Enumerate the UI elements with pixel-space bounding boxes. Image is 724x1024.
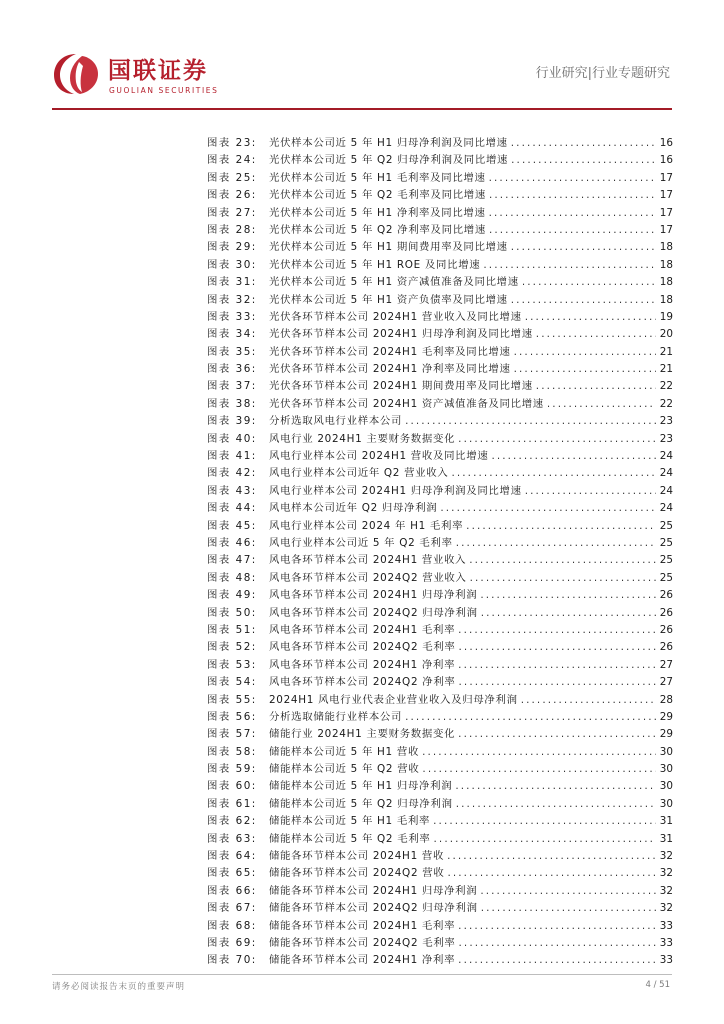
toc-leader-dots xyxy=(525,309,656,326)
toc-page-number: 23 xyxy=(659,432,673,445)
toc-figure-label: 图表 28: xyxy=(207,223,257,236)
toc-leader-dots xyxy=(469,552,656,569)
toc-leader-dots xyxy=(511,152,656,169)
toc-entry[interactable] xyxy=(207,222,673,239)
toc-figure-title: 风电行业样本公司近 5 年 Q2 毛利率 xyxy=(269,536,453,549)
toc-entry-body xyxy=(269,361,673,378)
toc-figure-label: 图表 47: xyxy=(207,554,257,567)
toc-page-number: 28 xyxy=(659,693,673,706)
toc-figure-title: 储能各环节样本公司 2024H1 营收 xyxy=(269,850,445,863)
toc-page-number: 24 xyxy=(659,502,673,515)
toc-leader-dots xyxy=(458,622,656,639)
toc-figure-label: 图表 60: xyxy=(207,780,257,793)
toc-entry[interactable] xyxy=(207,692,673,709)
toc-page-number: 32 xyxy=(659,867,673,880)
toc-figure-label: 图表 23: xyxy=(207,137,257,149)
toc-page-number: 17 xyxy=(659,206,673,219)
toc-page-number: 30 xyxy=(659,763,673,776)
toc-figure-label: 图表 62: xyxy=(207,815,257,828)
toc-figure-title: 风电各环节样本公司 2024Q2 净利率 xyxy=(269,676,456,689)
toc-entry[interactable] xyxy=(207,831,673,848)
toc-figure-label: 图表 57: xyxy=(207,728,257,741)
toc-page-number: 18 xyxy=(659,241,673,254)
toc-entry-body xyxy=(269,605,673,622)
toc-figure-title: 2024H1 风电行业代表企业营业收入及归母净利润 xyxy=(269,693,518,706)
toc-figure-label: 图表 54: xyxy=(207,676,257,689)
toc-figure-title: 风电各环节样本公司 2024Q2 营业收入 xyxy=(269,571,467,584)
toc-leader-dots xyxy=(489,205,656,222)
toc-entry[interactable] xyxy=(207,396,673,413)
toc-figure-title: 储能各环节样本公司 2024Q2 归母净利润 xyxy=(269,902,478,915)
toc-figure-title: 风电各环节样本公司 2024H1 归母净利润 xyxy=(269,589,478,602)
toc-figure-label: 图表 24: xyxy=(207,154,257,167)
toc-page-number: 27 xyxy=(659,676,673,689)
toc-leader-dots xyxy=(466,518,656,535)
toc-entry[interactable] xyxy=(207,413,673,430)
toc-leader-dots xyxy=(483,257,655,274)
toc-figure-title: 光伏样本公司近 5 年 H1 归母净利润及同比增速 xyxy=(269,137,508,149)
toc-leader-dots xyxy=(521,692,656,709)
toc-entry[interactable] xyxy=(207,535,673,552)
toc-entry[interactable] xyxy=(207,796,673,813)
toc-figure-label: 图表 27: xyxy=(207,206,257,219)
toc-figure-title: 储能样本公司近 5 年 Q2 毛利率 xyxy=(269,832,431,845)
brand-name-en: GUOLIAN SECURITIES xyxy=(109,86,219,95)
toc-entry[interactable] xyxy=(207,570,673,587)
toc-figure-label: 图表 30: xyxy=(207,258,257,271)
toc-entry-body xyxy=(269,831,673,848)
toc-leader-dots xyxy=(522,274,656,291)
toc-page-number: 25 xyxy=(659,571,673,584)
toc-entry-body xyxy=(269,674,673,691)
toc-entry-body xyxy=(269,900,673,917)
toc-entry[interactable] xyxy=(207,935,673,952)
toc-leader-dots xyxy=(458,657,656,674)
toc-page-number: 32 xyxy=(659,850,673,863)
toc-entry[interactable] xyxy=(207,674,673,691)
toc-page-number: 18 xyxy=(659,293,673,306)
toc-leader-dots xyxy=(489,222,656,239)
toc-figure-label: 图表 35: xyxy=(207,345,257,358)
toc-figure-label: 图表 49: xyxy=(207,589,257,602)
toc-figure-title: 光伏各环节样本公司 2024H1 资产减值准备及同比增速 xyxy=(269,397,544,410)
toc-figure-label: 图表 64: xyxy=(207,850,257,863)
toc-entry-body xyxy=(269,848,673,865)
toc-figure-label: 图表 63: xyxy=(207,832,257,845)
toc-figure-title: 光伏样本公司近 5 年 Q2 毛利率及同比增速 xyxy=(269,189,486,202)
toc-figure-title: 光伏样本公司近 5 年 H1 期间费用率及同比增速 xyxy=(269,241,508,254)
toc-page-number: 25 xyxy=(659,554,673,567)
toc-leader-dots xyxy=(459,639,656,656)
toc-figure-label: 图表 69: xyxy=(207,936,257,949)
toc-entry[interactable] xyxy=(207,309,673,326)
toc-entry-body xyxy=(269,500,673,517)
toc-leader-dots xyxy=(451,465,655,482)
toc-figure-label: 图表 53: xyxy=(207,658,257,671)
toc-figure-title: 储能样本公司近 5 年 H1 归母净利润 xyxy=(269,780,453,793)
toc-entry-body xyxy=(269,152,673,169)
toc-page-number: 26 xyxy=(659,623,673,636)
toc-entry[interactable] xyxy=(207,622,673,639)
toc-entry[interactable] xyxy=(207,378,673,395)
toc-entry[interactable] xyxy=(207,918,673,935)
toc-entry[interactable] xyxy=(207,518,673,535)
toc-entry-body xyxy=(269,396,673,413)
toc-figure-title: 风电各环节样本公司 2024H1 毛利率 xyxy=(269,623,456,636)
toc-entry[interactable] xyxy=(207,709,673,726)
toc-leader-dots xyxy=(455,778,655,795)
toc-leader-dots xyxy=(514,344,656,361)
toc-entry[interactable] xyxy=(207,344,673,361)
toc-figure-label: 图表 46: xyxy=(207,536,257,549)
toc-page-number: 33 xyxy=(659,954,673,967)
toc-entry-body xyxy=(269,483,673,500)
toc-leader-dots xyxy=(470,570,656,587)
toc-entry[interactable] xyxy=(207,170,673,187)
page-header xyxy=(0,0,724,115)
toc-figure-title: 光伏样本公司近 5 年 H1 毛利率及同比增速 xyxy=(269,171,486,184)
toc-entry-body xyxy=(269,709,673,726)
toc-entry[interactable] xyxy=(207,552,673,569)
header-divider xyxy=(52,108,672,110)
toc-leader-dots xyxy=(514,361,656,378)
toc-entry-body xyxy=(269,187,673,204)
toc-figure-title: 光伏样本公司近 5 年 H1 资产负债率及同比增速 xyxy=(269,293,508,306)
toc-entry-body xyxy=(269,135,673,152)
toc-entry[interactable] xyxy=(207,587,673,604)
toc-figure-label: 图表 25: xyxy=(207,171,257,184)
toc-figure-title: 储能各环节样本公司 2024Q2 营收 xyxy=(269,867,445,880)
toc-page-number: 32 xyxy=(659,884,673,897)
toc-figure-label: 图表 36: xyxy=(207,363,257,376)
toc-entry[interactable] xyxy=(207,952,673,969)
toc-entry-body xyxy=(269,465,673,482)
toc-page-number: 26 xyxy=(659,589,673,602)
toc-page-number: 16 xyxy=(659,137,673,149)
toc-page-number: 23 xyxy=(659,415,673,428)
toc-entry[interactable] xyxy=(207,744,673,761)
toc-entry[interactable] xyxy=(207,361,673,378)
toc-entry[interactable] xyxy=(207,761,673,778)
toc-entry[interactable] xyxy=(207,483,673,500)
toc-page-number: 25 xyxy=(659,519,673,532)
toc-entry-body xyxy=(269,239,673,256)
toc-leader-dots xyxy=(481,900,656,917)
toc-leader-dots xyxy=(459,674,656,691)
toc-page-number: 18 xyxy=(659,258,673,271)
toc-leader-dots xyxy=(511,135,656,152)
toc-leader-dots xyxy=(458,952,656,969)
toc-page-number: 29 xyxy=(659,728,673,741)
toc-figure-title: 风电各环节样本公司 2024Q2 归母净利润 xyxy=(269,606,478,619)
toc-leader-dots xyxy=(458,918,656,935)
toc-entry[interactable] xyxy=(207,726,673,743)
toc-figure-label: 图表 44: xyxy=(207,502,257,515)
footer-disclaimer: 请务必阅读报告末页的重要声明 xyxy=(52,982,186,992)
toc-entry-body xyxy=(269,657,673,674)
toc-entry-body xyxy=(269,552,673,569)
toc-entry-body xyxy=(269,378,673,395)
toc-figure-label: 图表 32: xyxy=(207,293,257,306)
toc-page-number: 17 xyxy=(659,171,673,184)
toc-leader-dots xyxy=(459,935,656,952)
toc-figure-label: 图表 43: xyxy=(207,484,257,497)
toc-figure-label: 图表 50: xyxy=(207,606,257,619)
guolian-logo-icon xyxy=(52,52,100,96)
toc-leader-dots xyxy=(480,587,655,604)
toc-figure-label: 图表 61: xyxy=(207,797,257,810)
toc-entry[interactable] xyxy=(207,135,673,152)
toc-figure-label: 图表 33: xyxy=(207,310,257,323)
toc-figure-title: 分析选取风电行业样本公司 xyxy=(269,415,403,428)
toc-figure-label: 图表 56: xyxy=(207,710,257,723)
toc-figure-label: 图表 66: xyxy=(207,884,257,897)
toc-entry[interactable] xyxy=(207,187,673,204)
toc-figure-title: 风电行业样本公司 2024H1 营收及同比增速 xyxy=(269,450,489,463)
report-section: 行业研究|行业专题研究 xyxy=(535,66,670,81)
toc-leader-dots xyxy=(458,431,656,448)
toc-figure-title: 光伏各环节样本公司 2024H1 期间费用率及同比增速 xyxy=(269,380,533,393)
toc-figure-title: 风电行业样本公司 2024 年 H1 毛利率 xyxy=(269,519,464,532)
toc-page-number: 32 xyxy=(659,902,673,915)
toc-figure-title: 光伏样本公司近 5 年 Q2 净利率及同比增速 xyxy=(269,223,486,236)
toc-figure-title: 储能各环节样本公司 2024H1 归母净利润 xyxy=(269,884,478,897)
toc-leader-dots xyxy=(422,744,656,761)
toc-entry[interactable] xyxy=(207,257,673,274)
toc-entry-body xyxy=(269,865,673,882)
toc-leader-dots xyxy=(489,170,656,187)
toc-page-number: 24 xyxy=(659,484,673,497)
toc-figure-title: 储能样本公司近 5 年 H1 营收 xyxy=(269,745,420,758)
toc-page-number: 21 xyxy=(659,345,673,358)
toc-entry-body xyxy=(269,778,673,795)
toc-entry-body xyxy=(269,952,673,969)
toc-entry-body xyxy=(269,257,673,274)
toc-figure-title: 储能各环节样本公司 2024Q2 毛利率 xyxy=(269,936,456,949)
footer-divider xyxy=(52,974,672,975)
toc-leader-dots xyxy=(405,413,656,430)
toc-figure-label: 图表 65: xyxy=(207,867,257,880)
toc-entry[interactable] xyxy=(207,326,673,343)
toc-figure-label: 图表 38: xyxy=(207,397,257,410)
toc-entry-body xyxy=(269,205,673,222)
toc-page-number: 30 xyxy=(659,780,673,793)
toc-figure-label: 图表 70: xyxy=(207,954,257,967)
toc-entry-body xyxy=(269,796,673,813)
toc-entry[interactable] xyxy=(207,883,673,900)
toc-entry-body xyxy=(269,918,673,935)
toc-leader-dots xyxy=(536,378,656,395)
toc-entry[interactable] xyxy=(207,292,673,309)
toc-entry[interactable] xyxy=(207,274,673,291)
toc-leader-dots xyxy=(547,396,656,413)
toc-figure-title: 风电行业 2024H1 主要财务数据变化 xyxy=(269,432,456,445)
toc-entry[interactable] xyxy=(207,448,673,465)
toc-figure-label: 图表 68: xyxy=(207,919,257,932)
toc-entry[interactable] xyxy=(207,152,673,169)
toc-figure-title: 储能行业 2024H1 主要财务数据变化 xyxy=(269,728,456,741)
toc-entry-body xyxy=(269,309,673,326)
toc-entry-body xyxy=(269,639,673,656)
toc-entry-body xyxy=(269,883,673,900)
toc-figure-title: 光伏样本公司近 5 年 H1 ROE 及同比增速 xyxy=(269,258,481,271)
toc-page-number: 33 xyxy=(659,919,673,932)
toc-leader-dots xyxy=(536,326,656,343)
toc-leader-dots xyxy=(422,761,655,778)
toc-figure-title: 光伏样本公司近 5 年 Q2 归母净利润及同比增速 xyxy=(269,154,509,167)
toc-leader-dots xyxy=(458,726,656,743)
toc-entry-body xyxy=(269,622,673,639)
toc-entry-body xyxy=(269,535,673,552)
toc-figure-title: 分析选取储能行业样本公司 xyxy=(269,710,403,723)
toc-figure-label: 图表 34: xyxy=(207,328,257,341)
toc-leader-dots xyxy=(511,239,656,256)
toc-entry-body xyxy=(269,518,673,535)
toc-figure-label: 图表 31: xyxy=(207,276,257,289)
toc-figure-title: 光伏样本公司近 5 年 H1 资产减值准备及同比增速 xyxy=(269,276,519,289)
toc-figure-label: 图表 52: xyxy=(207,641,257,654)
toc-page-number: 21 xyxy=(659,363,673,376)
toc-page-number: 30 xyxy=(659,745,673,758)
toc-entry-body xyxy=(269,274,673,291)
toc-entry-body xyxy=(269,222,673,239)
toc-figure-label: 图表 29: xyxy=(207,241,257,254)
toc-leader-dots xyxy=(433,813,656,830)
toc-figure-title: 风电样本公司近年 Q2 归母净利润 xyxy=(269,502,438,515)
toc-page-number: 26 xyxy=(659,641,673,654)
toc-figure-label: 图表 42: xyxy=(207,467,257,480)
toc-page-number: 31 xyxy=(659,815,673,828)
toc-entry[interactable] xyxy=(207,205,673,222)
toc-leader-dots xyxy=(405,709,656,726)
toc-entry[interactable] xyxy=(207,657,673,674)
brand-name: 国联证券 xyxy=(108,58,208,84)
toc-page-number: 22 xyxy=(659,397,673,410)
toc-page-number: 30 xyxy=(659,797,673,810)
toc-entry[interactable] xyxy=(207,848,673,865)
toc-entry-body xyxy=(269,448,673,465)
toc-entry-body xyxy=(269,570,673,587)
toc-page-number: 17 xyxy=(659,223,673,236)
toc-entry-body xyxy=(269,935,673,952)
toc-figure-label: 图表 37: xyxy=(207,380,257,393)
toc-entry[interactable] xyxy=(207,900,673,917)
toc-figure-title: 风电各环节样本公司 2024Q2 毛利率 xyxy=(269,641,456,654)
toc-entry-body xyxy=(269,170,673,187)
toc-leader-dots xyxy=(447,848,656,865)
toc-leader-dots xyxy=(434,831,656,848)
page-indicator: 4 / 51 xyxy=(645,980,670,990)
toc-figure-title: 风电各环节样本公司 2024H1 净利率 xyxy=(269,658,456,671)
toc-leader-dots xyxy=(456,796,656,813)
toc-entry-body xyxy=(269,587,673,604)
toc-figure-title: 储能样本公司近 5 年 H1 毛利率 xyxy=(269,815,431,828)
toc-figure-label: 图表 55: xyxy=(207,693,257,706)
toc-page-number: 17 xyxy=(659,189,673,202)
toc-page-number: 24 xyxy=(659,467,673,480)
toc-page-number: 29 xyxy=(659,710,673,723)
toc-figure-label: 图表 58: xyxy=(207,745,257,758)
toc-entry[interactable] xyxy=(207,465,673,482)
toc-figure-label: 图表 51: xyxy=(207,623,257,636)
toc-page-number: 22 xyxy=(659,380,673,393)
toc-entry-body xyxy=(269,292,673,309)
toc-page-number: 24 xyxy=(659,450,673,463)
toc-figure-title: 风电行业样本公司近年 Q2 营业收入 xyxy=(269,467,449,480)
toc-page-number: 27 xyxy=(659,658,673,671)
toc-figure-title: 储能样本公司近 5 年 Q2 归母净利润 xyxy=(269,797,453,810)
toc-leader-dots xyxy=(491,448,655,465)
toc-leader-dots xyxy=(489,187,656,204)
toc-entry-body xyxy=(269,431,673,448)
toc-leader-dots xyxy=(481,605,656,622)
toc-entry-body xyxy=(269,744,673,761)
toc-entry-body xyxy=(269,413,673,430)
toc-figure-title: 储能各环节样本公司 2024H1 毛利率 xyxy=(269,919,456,932)
toc-page-number: 18 xyxy=(659,276,673,289)
toc-entry-body xyxy=(269,344,673,361)
toc-entry[interactable] xyxy=(207,605,673,622)
toc-entry-body xyxy=(269,726,673,743)
toc-entry-body xyxy=(269,692,673,709)
toc-page-number: 26 xyxy=(659,606,673,619)
toc-leader-dots xyxy=(456,535,656,552)
toc-leader-dots xyxy=(480,883,655,900)
toc-figure-label: 图表 59: xyxy=(207,763,257,776)
toc-entry-body xyxy=(269,761,673,778)
toc-figure-title: 光伏各环节样本公司 2024H1 毛利率及同比增速 xyxy=(269,345,511,358)
toc-page-number: 33 xyxy=(659,936,673,949)
toc-entry[interactable] xyxy=(207,500,673,517)
toc-figure-label: 图表 45: xyxy=(207,519,257,532)
toc-page-number: 25 xyxy=(659,536,673,549)
toc-entry[interactable] xyxy=(207,813,673,830)
toc-figure-title: 光伏各环节样本公司 2024H1 净利率及同比增速 xyxy=(269,363,511,376)
toc-figure-label: 图表 39: xyxy=(207,415,257,428)
toc-leader-dots xyxy=(447,865,655,882)
toc-entry-body xyxy=(269,813,673,830)
toc-figure-title: 风电各环节样本公司 2024H1 营业收入 xyxy=(269,554,467,567)
toc-leader-dots xyxy=(511,292,656,309)
toc-figure-title: 储能各环节样本公司 2024H1 净利率 xyxy=(269,954,456,967)
toc-entry[interactable] xyxy=(207,778,673,795)
toc-page-number: 16 xyxy=(659,154,673,167)
toc-leader-dots xyxy=(440,500,655,517)
toc-figure-title: 光伏各环节样本公司 2024H1 营业收入及同比增速 xyxy=(269,310,522,323)
toc-figure-title: 储能样本公司近 5 年 Q2 营收 xyxy=(269,763,420,776)
toc-figure-label: 图表 41: xyxy=(207,450,257,463)
toc-figure-label: 图表 40: xyxy=(207,432,257,445)
toc-entry[interactable] xyxy=(207,865,673,882)
toc-page-number: 20 xyxy=(659,328,673,341)
toc-page-number: 19 xyxy=(659,310,673,323)
toc-entry[interactable] xyxy=(207,639,673,656)
toc-entry[interactable] xyxy=(207,431,673,448)
toc-figure-label: 图表 67: xyxy=(207,902,257,915)
toc-entry-body xyxy=(269,326,673,343)
toc-page-number: 31 xyxy=(659,832,673,845)
toc-entry[interactable] xyxy=(207,239,673,256)
toc-leader-dots xyxy=(525,483,656,500)
figure-list xyxy=(207,135,673,970)
toc-figure-title: 光伏各环节样本公司 2024H1 归母净利润及同比增速 xyxy=(269,328,533,341)
toc-figure-label: 图表 26: xyxy=(207,189,257,202)
toc-figure-title: 光伏样本公司近 5 年 H1 净利率及同比增速 xyxy=(269,206,486,219)
toc-figure-title: 风电行业样本公司 2024H1 归母净利润及同比增速 xyxy=(269,484,522,497)
toc-figure-label: 图表 48: xyxy=(207,571,257,584)
